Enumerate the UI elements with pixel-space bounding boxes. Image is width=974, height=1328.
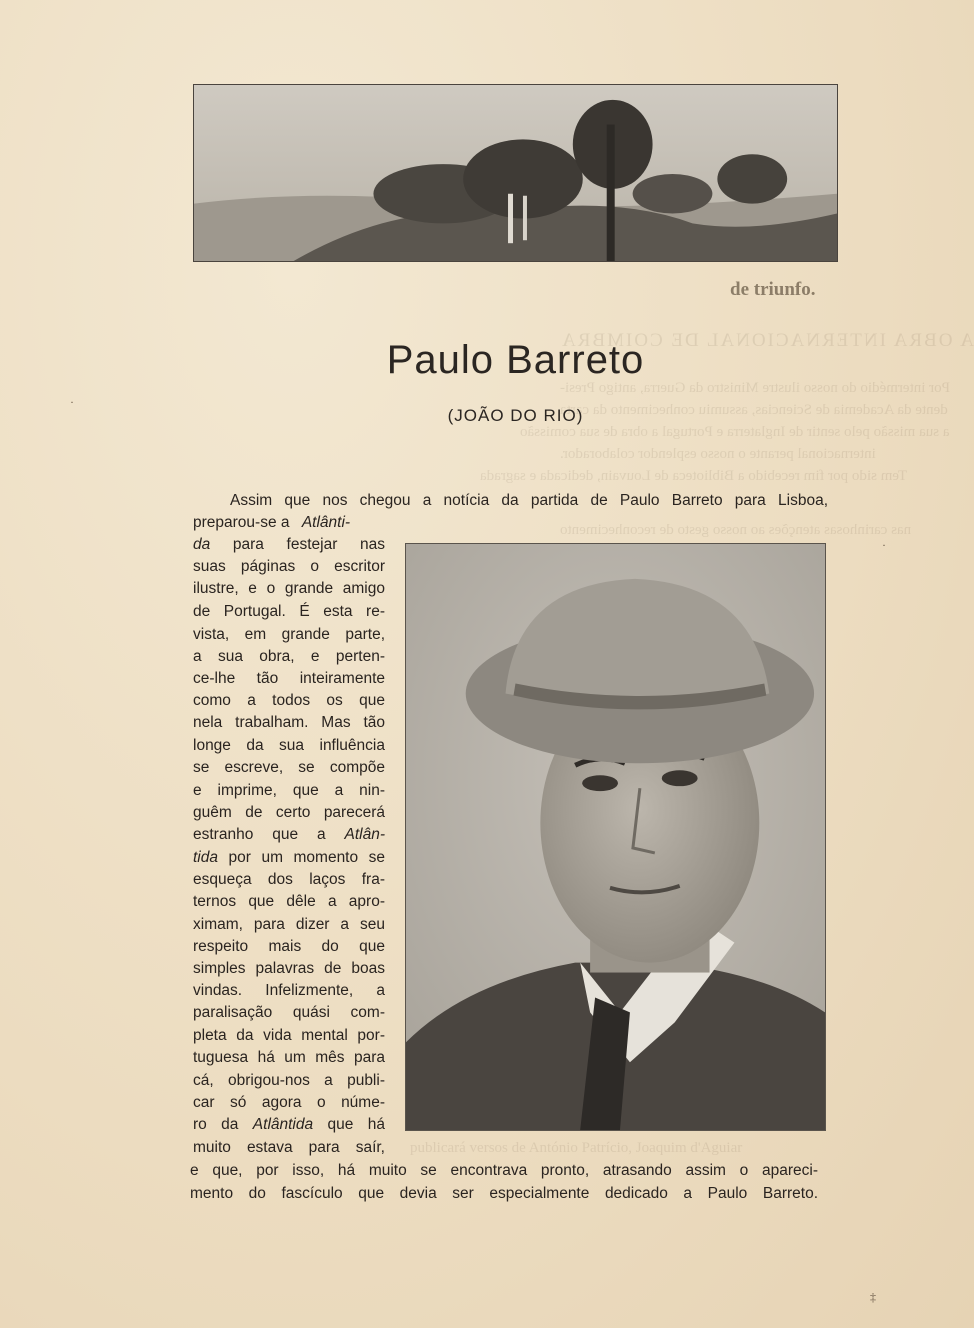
bleed-through-line: publicará versos de António Patrício, Joaquim d'Aguiar xyxy=(410,1140,743,1156)
journal-name-italic: Atlânti- xyxy=(301,514,351,531)
paragraph-line: de Portugal. É esta re- xyxy=(193,603,385,620)
paragraph-line xyxy=(193,512,350,534)
paragraph-line xyxy=(193,824,385,846)
paragraph-line: vista, em grande parte, xyxy=(193,626,385,643)
paragraph-line: mento do fascículo que devia ser especialmente dedicado a Paulo Barreto. xyxy=(190,1185,818,1202)
bleed-through-line: a sua missão pelo sentir de Inglaterra e Portugal a obra de sua comissão xyxy=(520,424,950,440)
paragraph-line: como a todos os que xyxy=(193,692,385,709)
paragraph-fragment: por um momento se xyxy=(228,849,385,866)
bleed-through-line: Tem sido por fim recebido a Biblioteca de Louvain, dedicada e sagrada xyxy=(480,468,908,484)
portrait-photograph xyxy=(405,543,826,1131)
paragraph-fragment: para festejar nas xyxy=(232,536,385,553)
paragraph-line: paralisação quási com- xyxy=(193,1004,385,1021)
journal-name-italic: tida xyxy=(193,849,218,866)
paragraph-line: esqueça dos laços fra- xyxy=(193,871,385,888)
article-subtitle: (JOÃO DO RIO) xyxy=(447,406,584,425)
bleed-through-line: nas carinhosas atenções ao nosso gesto de reconhecimento xyxy=(560,522,912,538)
paragraph-line: respeito mais do que xyxy=(193,938,385,955)
margin-dot: · xyxy=(882,538,886,552)
paragraph-fragment: estranho que a xyxy=(193,826,326,843)
article-title: Paulo Barreto xyxy=(386,338,645,382)
paragraph-line: ilustre, e o grande amigo xyxy=(193,580,385,597)
paragraph-line: ternos que dêle a apro- xyxy=(193,893,385,910)
paragraph-fragment: ro da xyxy=(193,1116,239,1133)
bleed-through-line: Por intermédio do nosso ilustre Ministro da Guerra, antigo Presi- xyxy=(560,380,950,396)
paragraph-line: tuguesa há um mês para xyxy=(193,1049,385,1066)
paragraph-line xyxy=(193,1114,385,1136)
paragraph-line: e imprime, que a nin- xyxy=(193,782,385,799)
paragraph-line: muito estava para saír, xyxy=(193,1139,385,1156)
journal-name-italic: Atlântida xyxy=(252,1116,314,1133)
paragraph-fragment: preparou-se a xyxy=(193,514,290,531)
bleed-through-heading: A OBRA INTERNACIONAL DE COIMBRA xyxy=(560,330,974,351)
landscape-banner-image xyxy=(193,84,838,262)
bleed-through-bold-line: de triunfo. xyxy=(730,279,816,300)
paragraph-line: vindas. Infelizmente, a xyxy=(193,982,385,999)
paragraph-line: guêm de certo parecerá xyxy=(193,804,385,821)
paragraph-line xyxy=(193,847,385,869)
bleed-through-line: internacional perante o nosso esplendor colaborador. xyxy=(560,446,876,462)
paragraph-line xyxy=(193,534,385,556)
margin-dot: ‡ xyxy=(870,1290,876,1304)
paragraph-line: e que, por isso, há muito se encontrava pronto, atrasando assim o apareci- xyxy=(190,1162,818,1179)
paragraph-line: ximam, para dizer a seu xyxy=(193,916,385,933)
bleed-through-line: dente da Academia de Sciencias, assumiu conhecimento da carta xyxy=(560,402,948,418)
paragraph-line: se escreve, se compõe xyxy=(193,759,385,776)
paragraph-fragment: que há xyxy=(327,1116,385,1133)
paragraph-line: ce-lhe tão inteiramente xyxy=(193,670,385,687)
paragraph-line: suas páginas o escritor xyxy=(193,558,385,575)
paragraph-line: pleta da vida mental por- xyxy=(193,1027,385,1044)
journal-name-italic: Atlân- xyxy=(344,826,385,843)
paragraph-line: longe da sua influência xyxy=(193,737,385,754)
paragraph-line: a sua obra, e perten- xyxy=(193,648,385,665)
paragraph-line: simples palavras de boas xyxy=(193,960,385,977)
journal-name-italic: da xyxy=(193,536,211,553)
paragraph-line: Assim que nos chegou a notícia da partida de Paulo Barreto para Lisboa, xyxy=(230,492,828,509)
paragraph-line: cá, obrigou-nos a publi- xyxy=(193,1072,385,1089)
margin-dot: · xyxy=(70,395,74,409)
paragraph-line: car só agora o núme- xyxy=(193,1094,385,1111)
paragraph-line: nela trabalham. Mas tão xyxy=(193,714,385,731)
